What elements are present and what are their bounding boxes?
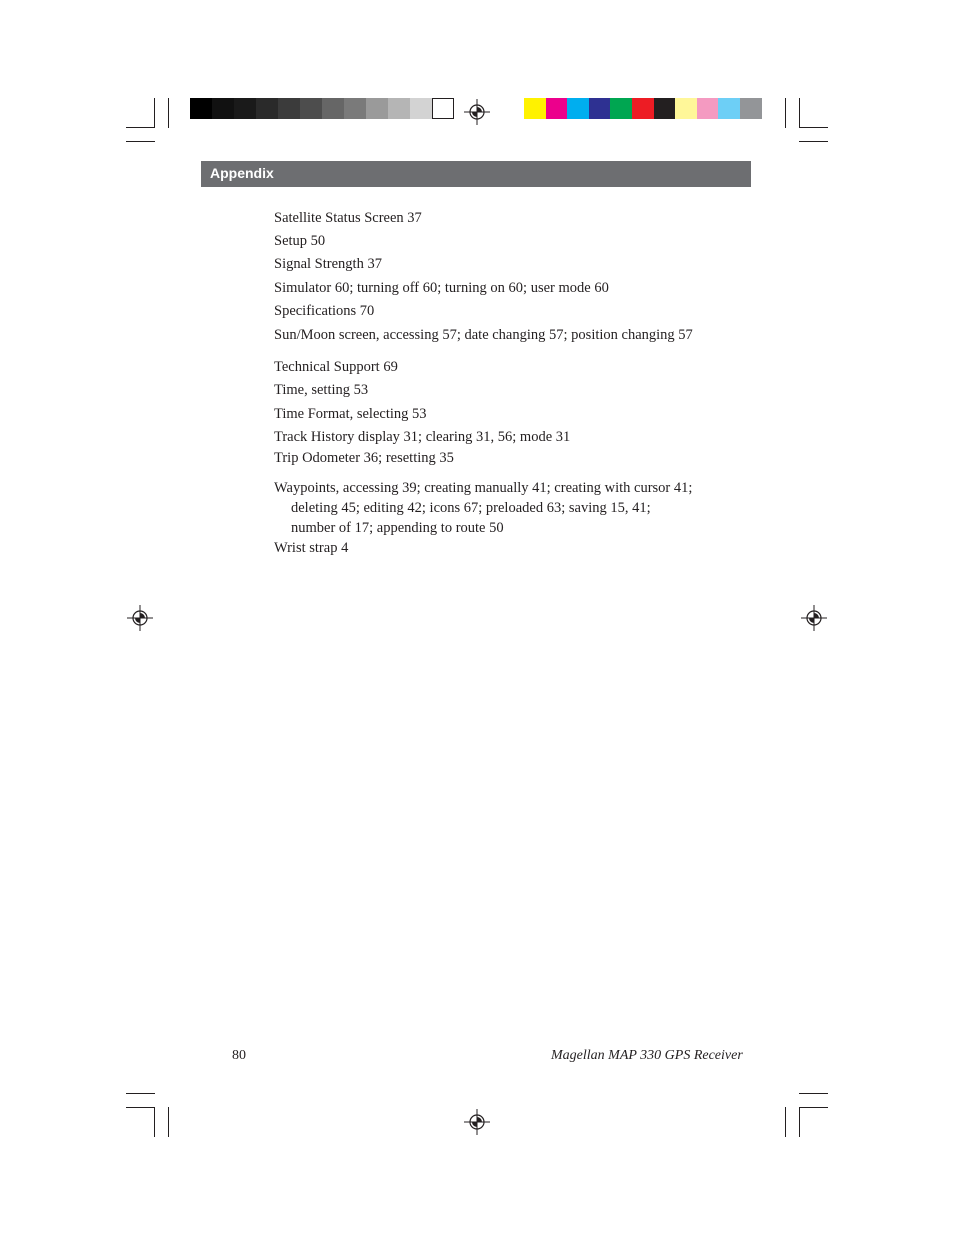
crop-mark <box>154 98 155 128</box>
index-entry <box>274 231 325 251</box>
index-entry <box>274 208 422 228</box>
registration-mark-icon <box>464 1109 490 1135</box>
crop-mark <box>126 127 155 128</box>
color-swatch <box>697 98 719 119</box>
crop-mark <box>785 1107 786 1137</box>
section-banner <box>201 161 751 187</box>
page-number: 80 <box>232 1048 246 1063</box>
crop-mark <box>126 1107 155 1108</box>
color-swatch <box>654 98 676 119</box>
index-entry <box>274 427 570 447</box>
index-entry-line: Specifications 70 <box>274 303 375 319</box>
index-entry <box>274 278 609 298</box>
color-swatch <box>632 98 654 119</box>
index-entry-line: Technical Support 69 <box>274 359 398 375</box>
book-title: Magellan MAP 330 GPS Receiver <box>551 1048 743 1063</box>
index-entry-continuation: number of 17; appending to route 50 <box>291 520 504 536</box>
index-entry-line: Satellite Status Screen 37 <box>274 210 422 226</box>
crop-mark <box>799 127 828 128</box>
registration-mark-icon <box>127 605 153 631</box>
color-swatch <box>546 98 568 119</box>
color-swatch <box>190 98 212 119</box>
index-entry-line: Time Format, selecting 53 <box>274 406 427 422</box>
index-entry-line: Trip Odometer 36; resetting 35 <box>274 450 454 466</box>
index-entry <box>274 325 693 345</box>
color-swatch <box>278 98 300 119</box>
color-swatch <box>675 98 697 119</box>
index-entry <box>274 404 427 424</box>
index-entry-continuation: deleting 45; editing 42; icons 67; preloaded 63; saving 15, 41; <box>291 500 651 516</box>
index-entry <box>274 301 374 321</box>
color-swatch <box>388 98 410 119</box>
section-title: Appendix <box>210 165 274 181</box>
index-entry-line: Signal Strength 37 <box>274 256 382 272</box>
registration-mark-icon <box>801 605 827 631</box>
index-entry <box>274 380 368 400</box>
index-entry-line: Sun/Moon screen, accessing 57; date changing 57; position changing 57 <box>274 327 693 343</box>
crop-mark <box>799 1107 800 1137</box>
color-swatch <box>610 98 632 119</box>
index-entry-line: Simulator 60; turning off 60; turning on 60; user mode 60 <box>274 280 609 296</box>
index-entry-line: Time, setting 53 <box>274 382 369 398</box>
color-swatch <box>524 98 546 119</box>
crop-mark <box>799 1107 828 1108</box>
color-swatch <box>410 98 432 119</box>
color-swatch <box>740 98 762 119</box>
crop-mark <box>154 1107 155 1137</box>
crop-mark <box>799 141 828 142</box>
crop-mark <box>168 1107 169 1137</box>
index-entry <box>274 254 382 274</box>
color-swatch <box>718 98 740 119</box>
color-swatch <box>234 98 256 119</box>
color-swatch <box>256 98 278 119</box>
registration-mark-icon <box>464 99 490 125</box>
color-swatch <box>300 98 322 119</box>
color-swatch <box>366 98 388 119</box>
index-entry-line: Track History display 31; clearing 31, 56; mode 31 <box>274 429 571 445</box>
color-swatch <box>567 98 589 119</box>
color-swatch <box>344 98 366 119</box>
color-swatch <box>212 98 234 119</box>
color-swatch <box>589 98 611 119</box>
index-entry-line: Waypoints, accessing 39; creating manually 41; creating with cursor 41; <box>274 480 693 496</box>
crop-mark <box>126 1093 155 1094</box>
color-swatch <box>432 98 454 119</box>
crop-mark <box>168 98 169 128</box>
crop-mark <box>799 98 800 128</box>
crop-mark <box>785 98 786 128</box>
crop-mark <box>799 1093 828 1094</box>
index-entry <box>274 357 398 377</box>
crop-mark <box>126 141 155 142</box>
index-entry <box>274 478 692 538</box>
index-entry <box>274 538 348 558</box>
color-swatch <box>322 98 344 119</box>
index-entry <box>274 448 454 468</box>
index-entry-line: Setup 50 <box>274 233 326 249</box>
index-entry-line: Wrist strap 4 <box>274 540 349 556</box>
